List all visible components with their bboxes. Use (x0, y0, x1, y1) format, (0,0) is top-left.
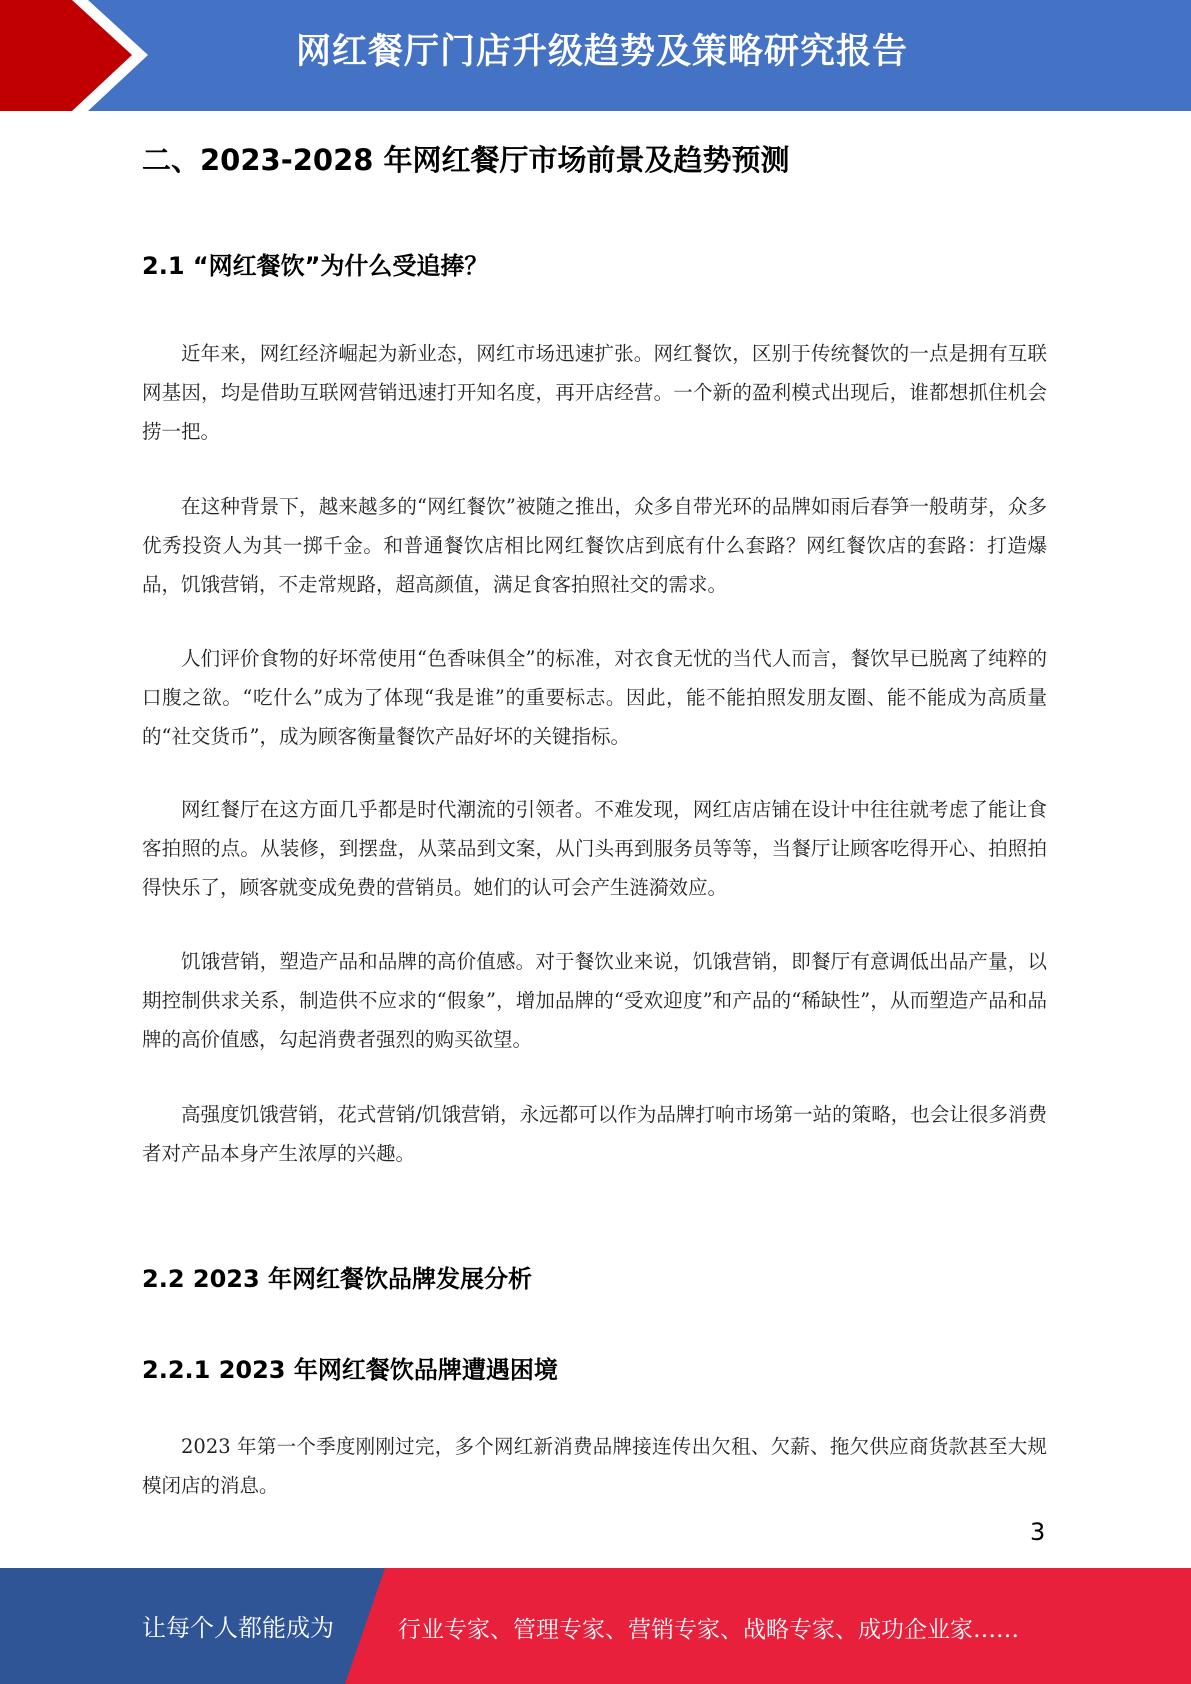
paragraph-1: 近年来，网红经济崛起为新业态，网红市场迅速扩张。网红餐饮，区别于传统餐饮的一点是拥有互联网基因，均是借助互联网营销迅速打开知名度，再开店经营。一个新的盈利模式出现后，谁都想抓住机会捞一把。 (142, 342, 1047, 443)
paragraph-3: 人们评价食物的好坏常使用“色香味俱全”的标准，对衣食无忧的当代人而言，餐饮早已脱离了纯粹的口腹之欲。“吃什么”成为了体现“我是谁”的重要标志。因此，能不能拍照发朋友圈、能不能成为高质量的“社交货币”，成为顾客衡量餐饮产品好坏的关键指标。 (142, 647, 1047, 748)
header-band (0, 0, 1191, 111)
paragraph-2-2-1: 2023 年第一个季度刚刚过完，多个网红新消费品牌接连传出欠租、欠薪、拖欠供应商货款甚至大规模闭店的消息。 (142, 1435, 1047, 1497)
paragraph-6: 高强度饥饿营销，花式营销/饥饿营销，永远都可以作为品牌打响市场第一站的策略，也会让很多消费者对产品本身产生浓厚的兴趣。 (142, 1103, 1047, 1165)
header-chevron-decoration (0, 0, 160, 111)
paragraph-2: 在这种背景下，越来越多的“网红餐饮”被随之推出，众多自带光环的品牌如雨后春笋一般萌芽，众多优秀投资人为其一掷千金。和普通餐饮店相比网红餐饮店到底有什么套路？网红餐饮店的套路：打造爆品，饥饿营销，不走常规路，超高颜值，满足食客拍照社交的需求。 (142, 495, 1047, 596)
paragraph-4: 网红餐厅在这方面几乎都是时代潮流的引领者。不难发现，网红店店铺在设计中往往就考虑了能让食客拍照的点。从装修，到摆盘，从菜品到文案，从门头再到服务员等等，当餐厅让顾客吃得开心、拍照拍得快乐了，顾客就变成免费的营销员。她们的认可会产生涟漪效应。 (142, 798, 1047, 899)
paragraph-5: 饥饿营销，塑造产品和品牌的高价值感。对于餐饮业来说，饥饿营销，即餐厅有意调低出品产量，以期控制供求关系，制造供不应求的“假象”，增加品牌的“受欢迎度”和产品的“稀缺性”，从而塑造产品和品牌的高价值感，勾起消费者强烈的购买欲望。 (142, 950, 1047, 1051)
report-title: 网红餐厅门店升级趋势及策略研究报告 (296, 32, 909, 72)
subsection-2-1-title: 2.1 “网红餐饮”为什么受追捧？ (142, 252, 489, 280)
subsection-2-2-1-title: 2.2.1 2023 年网红餐饮品牌遭遇困境 (142, 1356, 558, 1384)
footer-slogan-right: 行业专家、管理专家、营销专家、战略专家、成功企业家…… (398, 1617, 1019, 1643)
footer-slogan-left: 让每个人都能成为 (142, 1614, 334, 1642)
subsection-2-2-title: 2.2 2023 年网红餐饮品牌发展分析 (142, 1265, 533, 1293)
section-title: 二、2023-2028 年网红餐厅市场前景及趋势预测 (142, 143, 790, 177)
page-number: 3 (1030, 1518, 1046, 1546)
footer-band (0, 1568, 1191, 1684)
